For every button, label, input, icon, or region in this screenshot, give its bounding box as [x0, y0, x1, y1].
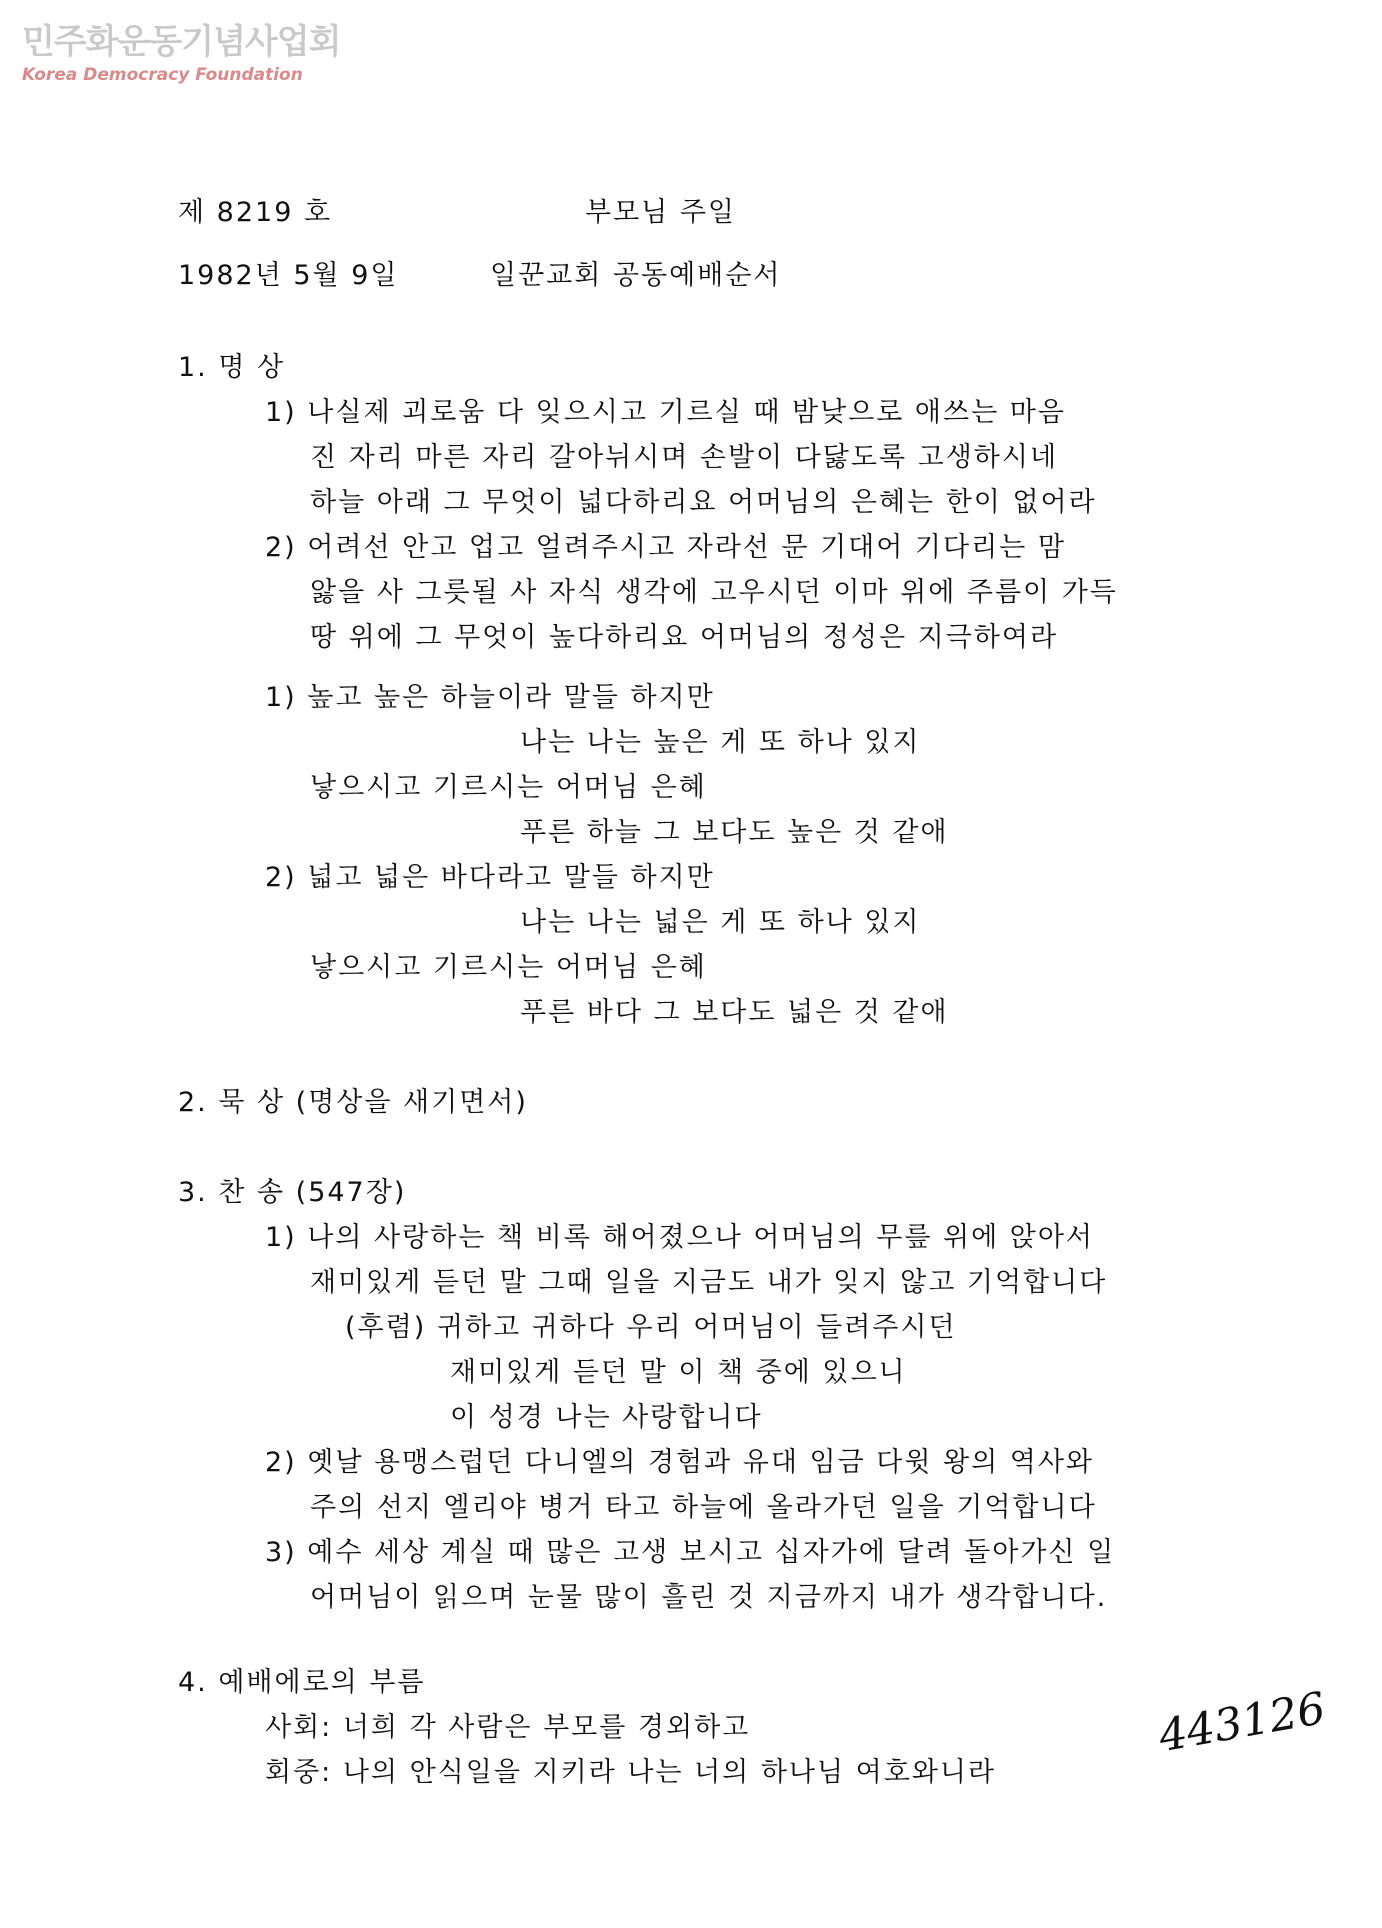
issue-number: 제 8219 호: [178, 197, 333, 228]
hymn-line: 이 성경 나는 사랑합니다: [450, 1402, 763, 1433]
service-date: 1982년 5월 9일: [178, 260, 399, 291]
section-heading-meditation: 1. 명 상: [178, 352, 286, 383]
meditation-line: 푸른 바다 그 보다도 넓은 것 같애: [520, 997, 949, 1028]
watermark-korean: 민주화운동기념사업회: [22, 22, 341, 62]
meditation-line: 앓을 사 그릇될 사 자식 생각에 고우시던 이마 위에 주름이 가득: [310, 577, 1118, 608]
call-to-worship-leader: 사회: 너희 각 사람은 부모를 경외하고: [265, 1712, 751, 1743]
meditation-line: 낳으시고 기르시는 어머님 은혜: [310, 772, 707, 803]
meditation-line: 1) 높고 높은 하늘이라 말들 하지만: [265, 682, 715, 713]
meditation-line: 푸른 하늘 그 보다도 높은 것 같애: [520, 817, 949, 848]
watermark-english: Korea Democracy Foundation: [22, 65, 303, 85]
hymn-line: 1) 나의 사랑하는 책 비록 해어졌으나 어머님의 무릎 위에 앉아서: [265, 1222, 1095, 1253]
meditation-line: 하늘 아래 그 무엇이 넓다하리요 어머님의 은혜는 한이 없어라: [310, 487, 1097, 518]
meditation-line: 나는 나는 높은 게 또 하나 있지: [520, 727, 921, 758]
meditation-line: 낳으시고 기르시는 어머님 은혜: [310, 952, 707, 983]
section-heading-hymn: 3. 찬 송 (547장): [178, 1177, 407, 1208]
meditation-line: 나는 나는 넓은 게 또 하나 있지: [520, 907, 921, 938]
hymn-line: 3) 예수 세상 계실 때 많은 고생 보시고 십자가에 달려 돌아가신 일: [265, 1537, 1116, 1568]
handwritten-number: 443126: [1155, 1682, 1330, 1763]
meditation-line: 1) 나실제 괴로움 다 잊으시고 기르실 때 밤낮으로 애쓰는 마음: [265, 397, 1066, 428]
occasion-subtitle: 부모님 주일: [585, 197, 736, 228]
hymn-line: 2) 옛날 용맹스럽던 다니엘의 경험과 유대 임금 다윗 왕의 역사와: [265, 1447, 1095, 1478]
hymn-line: (후렴) 귀하고 귀하다 우리 어머님이 들려주시던: [345, 1312, 957, 1343]
hymn-line: 어머님이 읽으며 눈물 많이 흘린 것 지금까지 내가 생각합니다.: [310, 1582, 1108, 1613]
meditation-line: 진 자리 마른 자리 갈아뉘시며 손발이 다닳도록 고생하시네: [310, 442, 1059, 473]
hymn-line: 재미있게 듣던 말 이 책 중에 있으니: [450, 1357, 907, 1388]
section-heading-silent-prayer: 2. 묵 상 (명상을 새기면서): [178, 1087, 528, 1118]
service-title: 일꾼교회 공동예배순서: [490, 260, 782, 291]
meditation-line: 땅 위에 그 무엇이 높다하리요 어머님의 정성은 지극하여라: [310, 622, 1059, 653]
meditation-line: 2) 어려선 안고 업고 얼려주시고 자라선 문 기대어 기다리는 맘: [265, 532, 1066, 563]
section-heading-call-to-worship: 4. 예배에로의 부름: [178, 1667, 426, 1698]
call-to-worship-congregation: 회중: 나의 안식일을 지키라 나는 너의 하나님 여호와니라: [265, 1757, 997, 1788]
meditation-line: 2) 넓고 넓은 바다라고 말들 하지만: [265, 862, 715, 893]
hymn-line: 주의 선지 엘리야 병거 타고 하늘에 올라가던 일을 기억합니다: [310, 1492, 1097, 1523]
hymn-line: 재미있게 듣던 말 그때 일을 지금도 내가 잊지 않고 기억합니다: [310, 1267, 1108, 1298]
